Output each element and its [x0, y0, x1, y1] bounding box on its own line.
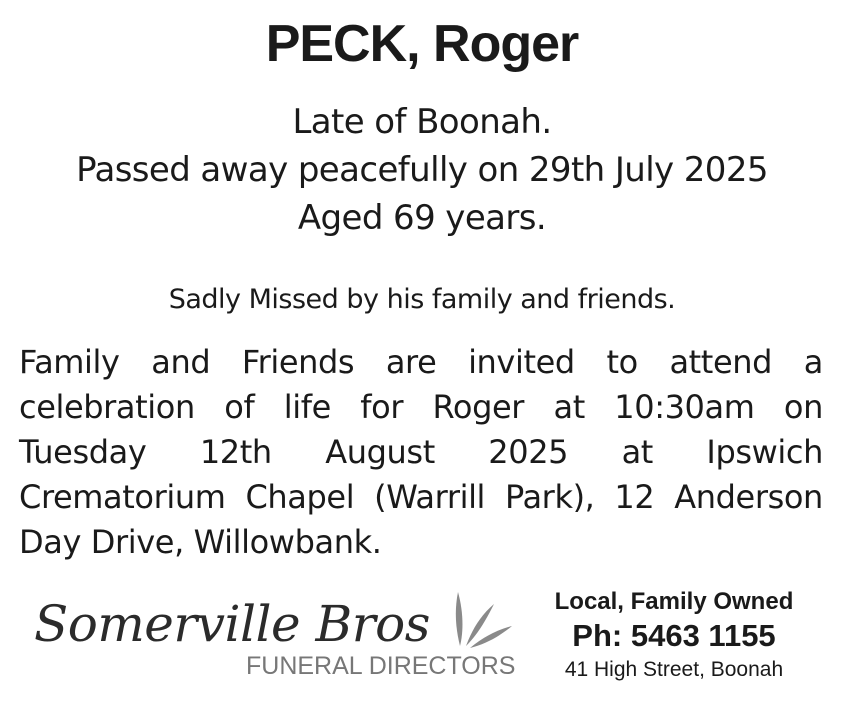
service-word: Crematorium: [19, 478, 226, 516]
service-word: invited: [468, 343, 575, 381]
service-word: are: [385, 343, 437, 381]
service-word: on: [783, 388, 823, 426]
residence-line: Late of Boonah.: [292, 102, 552, 142]
service-word: Day Drive, Willowbank.: [19, 523, 382, 561]
service-word: at: [553, 388, 585, 426]
funeral-directors-subtitle: FUNERAL DIRECTORS: [246, 652, 516, 680]
service-word: 2025: [488, 433, 569, 471]
service-word: at: [621, 433, 653, 471]
passing-line: Passed away peacefully on 29th July 2025: [76, 150, 768, 190]
service-word: Chapel: [245, 478, 355, 516]
service-word: Family: [19, 343, 120, 381]
service-word: 12th: [199, 433, 272, 471]
service-word: a: [803, 343, 823, 381]
service-word: attend: [669, 343, 773, 381]
tagline: Local, Family Owned: [554, 588, 794, 615]
service-word: life: [283, 388, 331, 426]
service-word: of: [224, 388, 255, 426]
address: 41 High Street, Boonah: [564, 658, 784, 681]
contact-block: [536, 586, 812, 686]
leaf-fan-icon: [446, 588, 516, 650]
service-word: Roger: [432, 388, 525, 426]
service-word: 12: [614, 478, 655, 516]
service-line: [19, 475, 823, 520]
phone-number: Ph: 5463 1155: [572, 618, 776, 653]
service-word: and: [151, 343, 211, 381]
service-word: 10:30am: [614, 388, 755, 426]
service-word: to: [606, 343, 638, 381]
service-word: Ipswich: [706, 433, 823, 471]
service-word: Park),: [505, 478, 595, 516]
service-word: for: [360, 388, 404, 426]
service-word: Friends: [241, 343, 355, 381]
intro-block: [0, 98, 844, 242]
funeral-director-logo: Somerville Bros: [34, 595, 430, 653]
service-line: [19, 340, 823, 385]
service-word: Anderson: [674, 478, 823, 516]
service-line: [19, 430, 823, 475]
service-details: [19, 340, 823, 565]
deceased-name: PECK, Roger: [265, 15, 579, 73]
age-line: Aged 69 years.: [297, 198, 547, 238]
service-word: August: [325, 433, 435, 471]
service-word: celebration: [19, 388, 195, 426]
sadly-missed-line: Sadly Missed by his family and friends.: [168, 284, 676, 315]
service-line: [19, 385, 823, 430]
service-word: Tuesday: [19, 433, 147, 471]
service-line: [19, 520, 823, 565]
service-word: (Warrill: [374, 478, 486, 516]
